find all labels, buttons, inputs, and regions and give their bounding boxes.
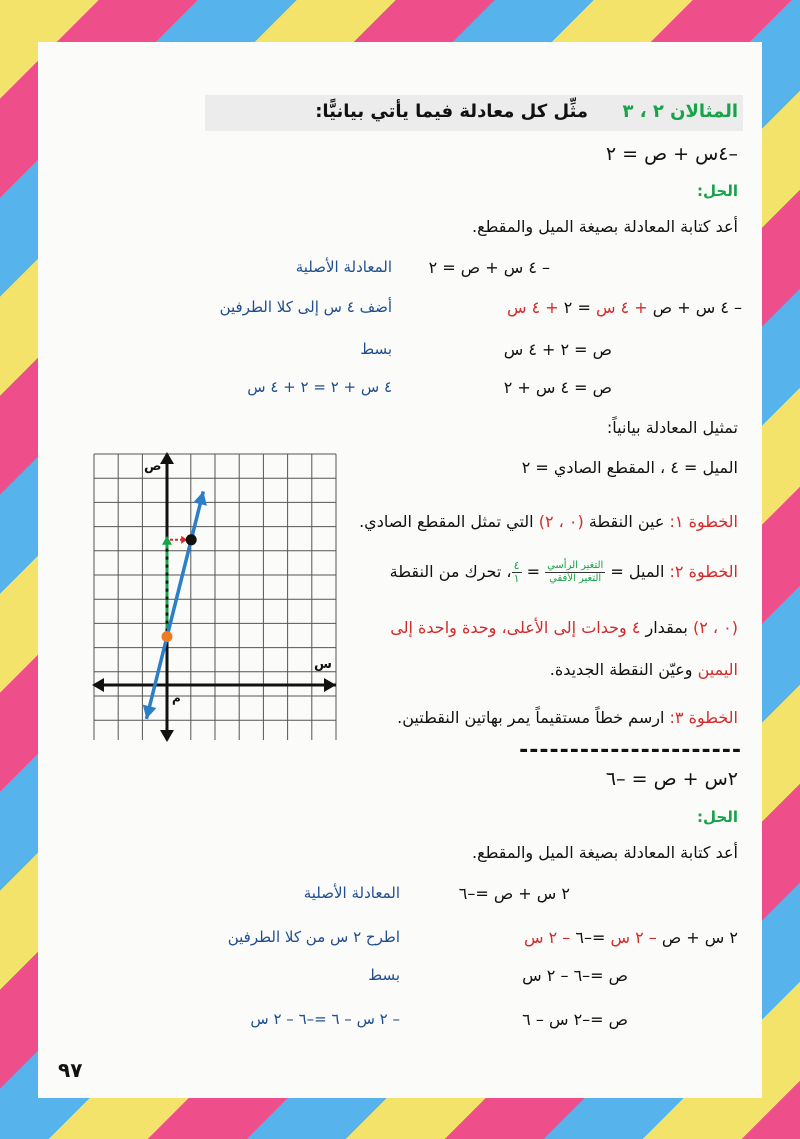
ex1-step1-note: المعادلة الأصلية [295, 258, 392, 276]
ex1-step3-note: بسط [360, 340, 392, 358]
separator: ---------------------- [519, 738, 742, 763]
example2-equation: ٢س + ص = –٦ [605, 768, 738, 790]
ex2-step3-eq: ص =–٦ – ٢ س [522, 966, 628, 985]
example1-equation: –٤س + ص = ٢ [605, 143, 738, 165]
graph-intro: تمثيل المعادلة بيانياً: [606, 418, 738, 437]
ex2-step4-note: – ٢ س – ٦ =–٦ – ٢ س [250, 1010, 400, 1028]
x-axis-label: س [314, 657, 332, 672]
ex2-step1-eq: ٢ س + ص =–٦ [458, 884, 570, 903]
ex1-step4-eq: ص = ٤ س + ٢ [503, 378, 612, 397]
fraction-slope: $\frac{٤}{١}$ [513, 559, 520, 585]
slope-intercept: الميل = ٤ ، المقطع الصادي = ٢ [521, 458, 738, 477]
ex2-step2-note: اطرح ٢ س من كلا الطرفين [227, 928, 400, 946]
instruction: مثِّل كل معادلة فيما يأتي بيانيًّا: [315, 101, 588, 122]
ex2-step3-note: بسط [368, 966, 400, 984]
graph-line-arrow-bottom [143, 705, 157, 719]
y-axis-label: ص [144, 459, 162, 474]
example-label: المثالان ٢ ، ٣ [622, 101, 738, 122]
step2-line3: اليمين وعيّن النقطة الجديدة. [549, 660, 738, 679]
ex1-step3-eq: ص = ٢ + ٤ س [503, 340, 612, 359]
rewrite-intro-1: أعد كتابة المعادلة بصيغة الميل والمقطع. [472, 217, 738, 236]
point-intercept [162, 631, 173, 642]
solution-label-1: الحل: [697, 182, 738, 200]
ex1-step1-eq: – ٤ س + ص = ٢ [428, 258, 550, 277]
fraction-change: $\frac{\text{التغير الرأسي}}{\text{التغير الأفقي}}$ [547, 560, 604, 584]
graph-line-arrow-top [193, 491, 207, 505]
step2-line2: (٠ ، ٢) بمقدار ٤ وحدات إلى الأعلى، وحدة واحدة إلى [390, 618, 738, 637]
graph-grid [94, 454, 336, 740]
ex2-step1-note: المعادلة الأصلية [303, 884, 400, 902]
ex1-step4-note: ٤ س + ٢ = ٢ + ٤ س [247, 378, 392, 396]
y-axis-arrow-bottom [160, 730, 174, 742]
rewrite-intro-2: أعد كتابة المعادلة بصيغة الميل والمقطع. [472, 843, 738, 862]
origin-label: م [172, 691, 181, 705]
ex2-step2-eq: ٢ س + ص – ٢ س =–٦ – ٢ س [523, 928, 738, 947]
solution-label-2: الحل: [697, 808, 738, 826]
step2-line: الخطوة ٢: الميل = $\frac{\text{التغير الرأسي}}{\text{التغير الأفقي}}$ = $\frac{٤}{١}$ ، تحرك من النقطة [389, 559, 738, 585]
step3-line: الخطوة ٣: ارسم خطاً مستقيماً يمر بهاتين النقطتين. [397, 708, 738, 727]
coordinate-graph [92, 452, 338, 742]
point-new [186, 534, 197, 545]
x-axis-arrow-right [324, 678, 336, 692]
ex1-step2-eq: – ٤ س + ص + ٤ س = ٢ + ٤ س [506, 298, 742, 317]
ex1-step2-note: أضف ٤ س إلى كلا الطرفين [219, 298, 392, 316]
step1-line: الخطوة ١: عين النقطة (٠ ، ٢) التي تمثل المقطع الصادي. [359, 512, 738, 531]
ex2-step4-eq: ص =–٢ س – ٦ [522, 1010, 628, 1029]
page-number: ٩٧ [58, 1058, 83, 1082]
